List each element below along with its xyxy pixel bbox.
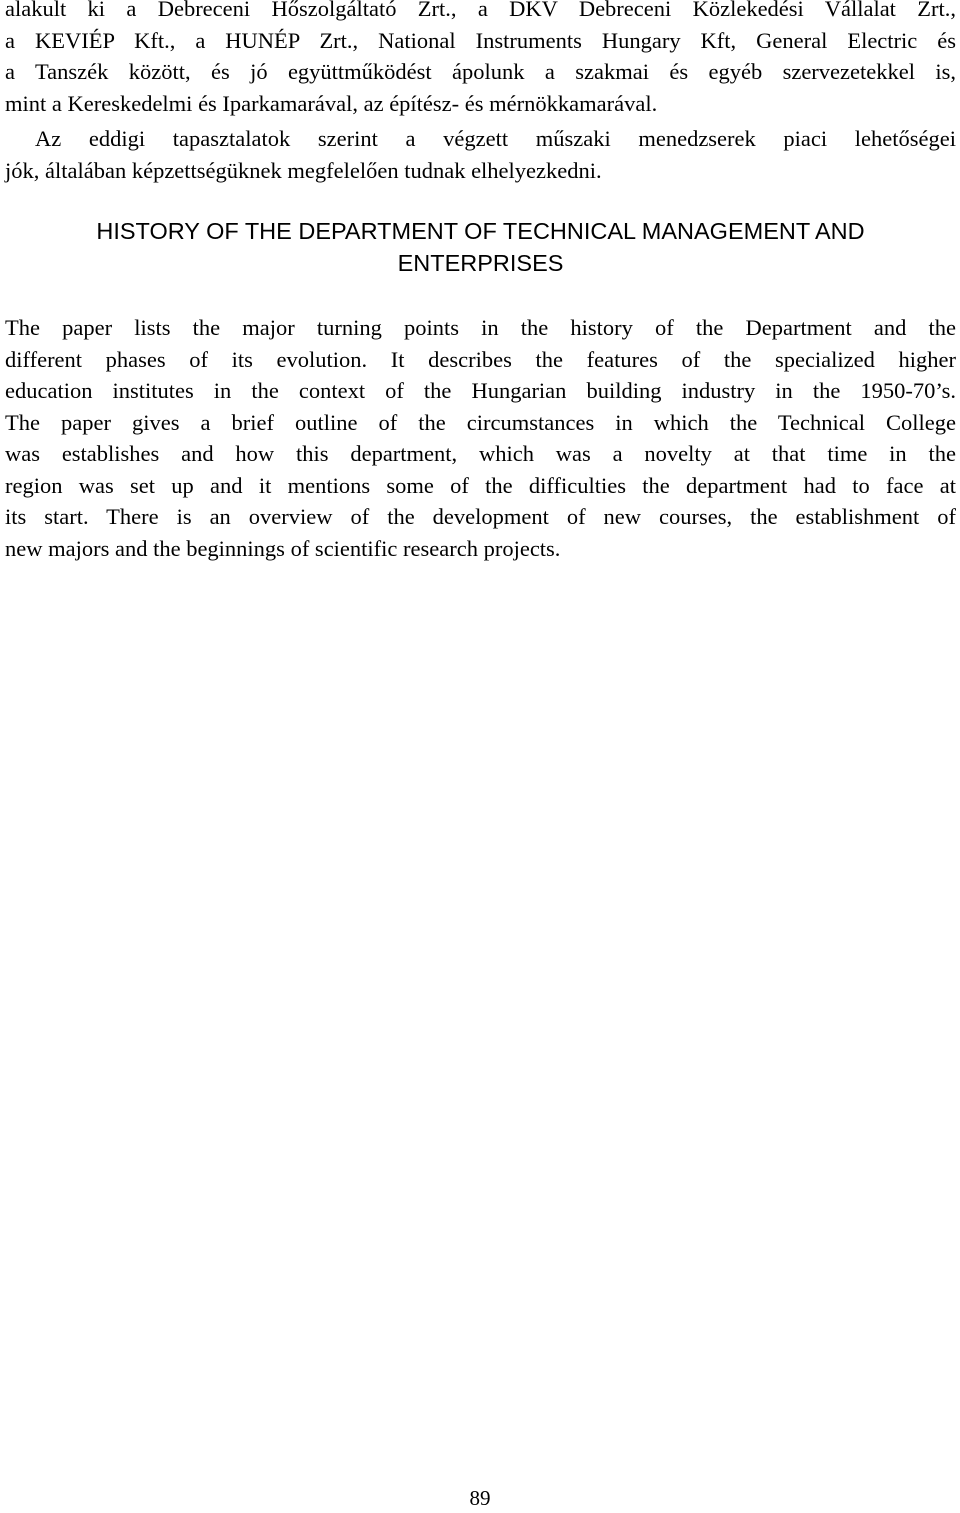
text-line: education institutes in the context of the Hungarian building industry in the 1950-70’s. [5,378,956,403]
text-line: different phases of its evolution. It describes the features of the specialized higher [5,346,956,372]
text-line: jók, általában képzettségüknek megfelelően tudnak elhelyezkedni. [5,157,602,183]
text-line: The paper gives a brief outline of the circumstances in which the Technical College [5,409,956,435]
heading-line-2: ENTERPRISES [397,249,564,276]
text-line: mint a Kereskedelmi és Iparkamarával, az építész- és mérnökkamarával. [5,90,658,116]
text-line: new majors and the beginnings of scientific research projects. [5,535,561,561]
text-line: The paper lists the major turning points in the history of the Department and the [5,315,956,340]
text-line: was establishes and how this department, which was a novelty at that time in the [5,441,956,466]
text-line: region was set up and it mentions some of the difficulties the department had to face at [5,472,956,498]
intro-paragraph-2 [5,123,956,186]
heading-line-1: HISTORY OF THE DEPARTMENT OF TECHNICAL MANAGEMENT AND [96,218,865,244]
document-page [5,0,956,1513]
page-number: 89 [469,1486,491,1510]
text-line: alakult ki a Debreceni Hőszolgáltató Zrt., a DKV Debreceni Közlekedési Vállalat Zrt., [5,0,956,21]
abstract-paragraph [5,312,956,564]
text-line: Az eddigi tapasztalatok szerint a végzett műszaki menedzserek piaci lehetőségei [35,126,956,151]
intro-paragraph [5,0,956,119]
section-heading [5,216,956,279]
text-line: a KEVIÉP Kft., a HUNÉP Zrt., National Instruments Hungary Kft, General Electric és [5,27,956,53]
text-line: a Tanszék között, és jó együttműködést ápolunk a szakmai és egyéb szervezetekkel is, [5,59,956,84]
text-line: its start. There is an overview of the development of new courses, the establishment of [5,504,956,529]
